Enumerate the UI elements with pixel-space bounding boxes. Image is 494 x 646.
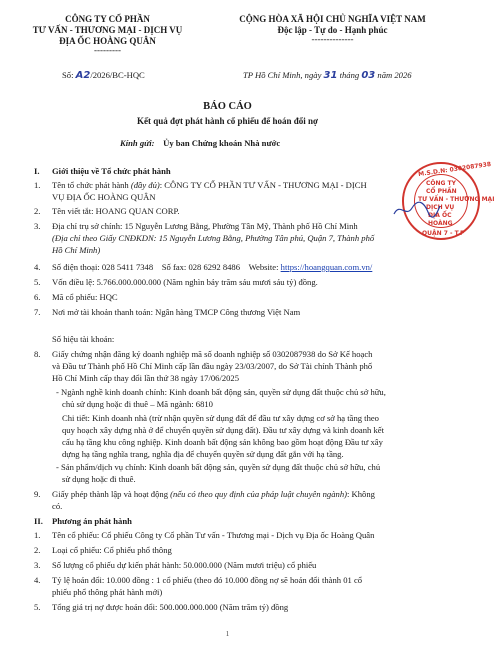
list-item [52, 489, 375, 499]
business-detail-continuation: dựng hạ tầng nghĩa trang, nghĩa địa để chuyển quyền sử dụng đất gắn với hạ tầng. [62, 449, 344, 459]
seal-text: HOÀNG [428, 220, 453, 227]
list-item-continuation: VỤ ĐỊA ỐC HOÀNG QUÂN [52, 192, 156, 202]
list-item-continuation: (Địa chỉ theo Giấy CNĐKDN: 15 Nguyễn Lương Bằng, Phường Tân phú, Quận 7, Thành phố [52, 233, 375, 243]
fax-text: Số fax: 028 6292 8486 [161, 262, 241, 272]
item-number: 1. [34, 530, 41, 540]
list-item: Tên viết tắt: HOANG QUAN CORP. [52, 206, 180, 216]
ref-suffix: /2026/BC-HQC [90, 70, 145, 80]
list-item: Loại cổ phiếu: Cổ phiếu phổ thông [52, 545, 172, 555]
list-item: Vốn điều lệ: 5.766.000.000.000 (Năm nghìn bảy trăm sáu mươi sáu tỷ) đồng. [52, 277, 318, 287]
company-line-2: TƯ VẤN - THƯƠNG MẠI - DỊCH VỤ [32, 24, 183, 35]
motto: Độc lập - Tự do - Hạnh phúc [277, 24, 388, 35]
place-date-prefix: TP Hồ Chí Minh, ngày [243, 70, 324, 80]
place-date [243, 70, 412, 82]
seal-text: DỊCH VỤ [426, 204, 455, 211]
list-item: Giấy chứng nhận đăng ký doanh nghiệp mã số doanh nghiệp số 0302087938 do Sở Kế hoạch [52, 349, 373, 359]
phone-text: Số điện thoại: 028 5411 7348 [52, 262, 154, 272]
list-item-continuation: phiếu phổ thông phát hành mới) [52, 587, 163, 597]
national-motto-block [215, 14, 450, 43]
company-name-block [20, 14, 195, 54]
text-run: : CÔNG TY CỔ PHẦN TƯ VẤN - THƯƠNG MẠI - DỊCH [159, 180, 367, 190]
text-run: (đầy đủ) [130, 180, 160, 190]
business-line-continuation: chủ sử dụng hoặc đi thuê – Mã ngành: 6810 [62, 399, 213, 409]
account-number-label: Số hiệu tài khoản: [52, 334, 115, 344]
business-detail: Chi tiết: Kinh doanh nhà (trừ nhận quyền sử dụng đất để đầu tư xây dựng cơ sở hạ tầng theo [62, 413, 379, 423]
section-2-heading: Phương án phát hành [52, 516, 132, 526]
website-link[interactable]: https://hoangquan.com.vn/ [280, 262, 373, 272]
list-item: Địa chỉ trụ sở chính: 15 Nguyễn Lương Bằng, Phường Tân Mỹ, Thành phố Hồ Chí Minh [52, 221, 358, 231]
document-reference [62, 70, 145, 82]
list-item-continuation: có. [52, 501, 63, 511]
month-handwritten: 03 [361, 70, 376, 81]
list-item: Tên cổ phiếu: Cổ phiếu Công ty Cổ phần Tư vấn - Thương mại - Dịch vụ Địa ốc Hoàng Quân [52, 530, 375, 540]
seal-text: CÔNG TY [426, 180, 456, 187]
text-run: : Không [346, 489, 375, 499]
section-1-heading: Giới thiệu về Tổ chức phát hành [52, 166, 171, 176]
text-run: Giấy phép thành lập và hoạt động [52, 489, 171, 499]
item-number: 7. [34, 307, 41, 317]
list-item: Mã cổ phiếu: HQC [52, 292, 118, 302]
ref-handwritten: A2 [75, 70, 91, 81]
list-item [52, 180, 427, 190]
text-run: (nếu có theo quy định của pháp luật chuyên ngành) [170, 489, 347, 499]
list-item-continuation: Hồ Chí Minh cấp thay đổi lần thứ 38 ngày 17/06/2025 [52, 373, 240, 383]
business-detail-continuation: cấu hạ tầng khu công nghiệp. Kinh doanh bất động sản không bao gồm hoạt động Đầu tư xây [62, 437, 383, 447]
products-services-continuation: sử dụng hoặc đi thuê. [62, 474, 136, 484]
list-item-continuation: Hồ Chí Minh) [52, 245, 101, 255]
signature-icon [392, 200, 442, 220]
item-number: 5. [34, 602, 41, 612]
section-1-number: I. [34, 166, 40, 176]
section-2-number: II. [34, 516, 43, 526]
products-services: - Sản phẩm/dịch vụ chính: Kinh doanh bất động sản, quyền sử dụng đất thuộc chủ sở hữu, chủ [56, 462, 381, 472]
seal-text: QUẬN 7 - T.P [422, 230, 465, 237]
list-item: Tỷ lệ hoán đổi: 10.000 đồng : 1 cổ phiếu (theo đó 10.000 đồng nợ sẽ hoán đổi thành 01 cổ [52, 575, 363, 585]
item-number: 5. [34, 277, 41, 287]
recipient-value: Ủy ban Chứng khoán Nhà nước [163, 138, 281, 148]
item-number: 2. [34, 206, 41, 216]
list-item: Nơi mở tài khoản thanh toán: Ngân hàng TMCP Công thương Việt Nam [52, 307, 301, 317]
seal-text: TƯ VẤN - THƯƠNG MẠI [418, 196, 494, 203]
report-title: BÁO CÁO [203, 101, 252, 112]
item-number: 4. [34, 575, 41, 585]
item-number: 6. [34, 292, 41, 302]
recipient [120, 138, 280, 148]
page-number: 1 [225, 630, 230, 638]
item-number: 3. [34, 560, 41, 570]
report-subtitle: Kết quả đợt phát hành cổ phiếu để hoán đổi nợ [136, 116, 319, 126]
motto-rule: -------------- [311, 33, 354, 44]
list-item: Tổng giá trị nợ được hoán đổi: 500.000.000.000 (Năm trăm tỷ) đồng [52, 602, 289, 612]
business-detail-continuation: quy hoạch xây dựng nhà ở để chuyển quyền sử dụng đất). Đầu tư xây dựng và kinh doanh kết [62, 425, 384, 435]
ref-prefix: Số: [62, 70, 76, 80]
recipient-label: Kính gửi: [120, 138, 155, 148]
year-label: năm 2026 [375, 70, 412, 80]
item-number: 2. [34, 545, 41, 555]
text-run: Tên tổ chức phát hành [52, 180, 131, 190]
day-handwritten: 31 [323, 70, 338, 81]
republic-name: CỘNG HÒA XÃ HỘI CHỦ NGHĨA VIỆT NAM [239, 14, 426, 24]
business-line: - Ngành nghề kinh doanh chính: Kinh doanh bất động sản, quyền sử dụng đất thuộc chủ sở hữu, [56, 387, 386, 397]
list-item-continuation: và Đầu tư Thành phố Hồ Chí Minh cấp lần đầu ngày 23/03/2007, do Sở Tài chính Thành phố [52, 361, 373, 371]
month-label: tháng [337, 70, 362, 80]
seal-text: M.S.D.N: 0302087938 [417, 160, 492, 179]
item-number: 4. [34, 262, 41, 272]
company-line-3: ĐỊA ỐC HOÀNG QUÂN [59, 35, 156, 46]
list-item: Số lượng cổ phiếu dự kiến phát hành: 50.000.000 (Năm mươi triệu) cổ phiếu [52, 560, 317, 570]
website-label: Website: [248, 262, 281, 272]
item-number: 9. [34, 489, 41, 499]
contact-line [52, 262, 372, 272]
seal-text: ĐỊA ỐC [428, 212, 452, 219]
company-rule: --------- [94, 44, 121, 55]
company-line-1: CÔNG TY CỔ PHẦN [65, 14, 150, 24]
item-number: 1. [34, 180, 41, 190]
item-number: 8. [34, 349, 41, 359]
item-number: 3. [34, 221, 41, 231]
seal-text: CỔ PHẦN [426, 188, 457, 195]
